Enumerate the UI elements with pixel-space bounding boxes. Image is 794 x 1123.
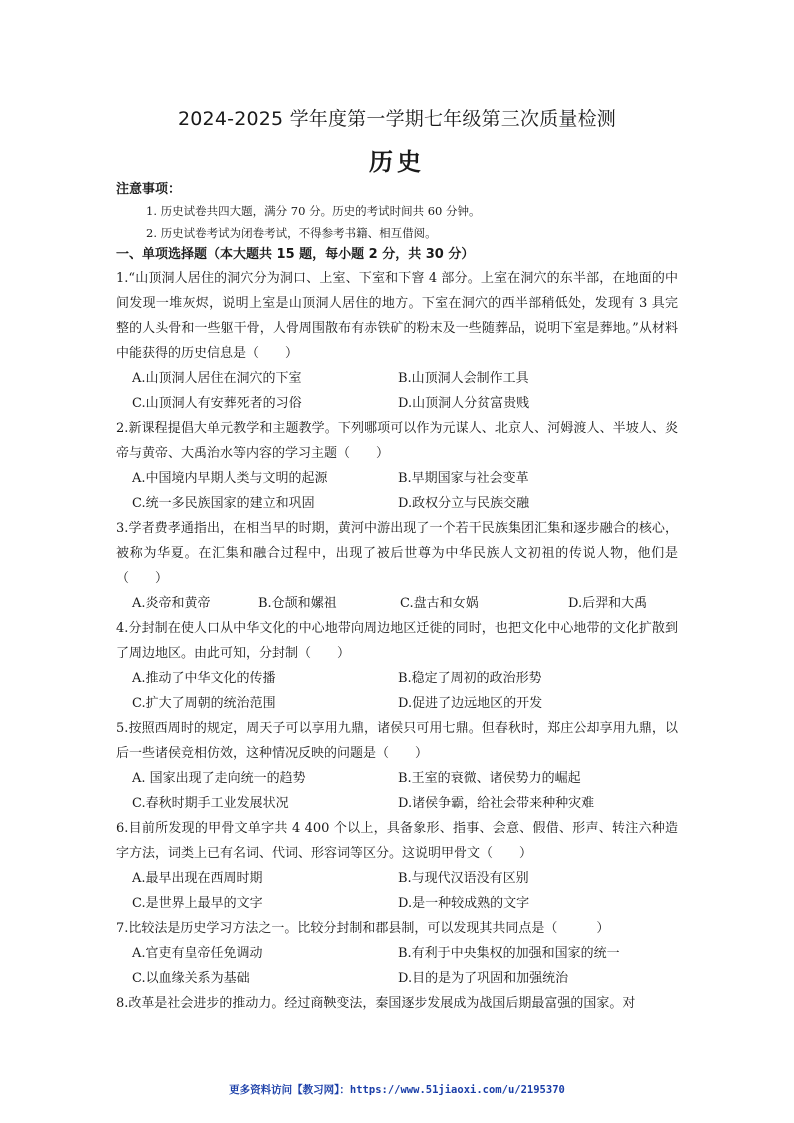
question-8 (116, 991, 678, 1016)
options (116, 591, 678, 616)
option-a: A.山顶洞人居住在洞穴的下室 (132, 371, 302, 386)
question-2 (116, 416, 678, 516)
exam-title: 2024-2025 学年度第一学期七年级第三次质量检测 (177, 108, 616, 130)
question-stem: 1.“山顶洞人居住的洞穴分为洞口、上室、下室和下窨 4 部分。上室在洞穴的东半部，在地面的中间发现一堆灰烬，说明上室是山顶洞人居住的地方。下室在洞穴的西半部稍低处，发现有 3 具完整的人头骨和一些躯干骨，人骨周围散布有赤铁矿的粉末及一些随葬品，说明下室是葬地。”从材料中能获得的历史信息是（ ） (116, 271, 678, 361)
option-c: C.是世界上最早的文字 (132, 896, 263, 911)
option-c: C.盘古和女娲 (400, 596, 479, 611)
exam-content (116, 180, 692, 1016)
question-stem: 5.按照西周时的规定，周天子可以享用九鼎，诸侯只可用七鼎。但春秋时，郑庄公却享用九鼎，以后一些诸侯竞相仿效，这种情况反映的问题是（ ） (116, 721, 678, 761)
option-c: C.以血缘关系为基础 (132, 971, 250, 986)
option-a: A.炎帝和黄帝 (132, 596, 211, 611)
question-stem: 6.目前所发现的甲骨文单字共 4 400 个以上，具备象形、指事、会意、假借、形声、转注六种造字方法，词类上已有名词、代词、形容词等区分。这说明甲骨文（ ） (116, 821, 678, 861)
option-c: C.山顶洞人有安葬死者的习俗 (132, 396, 302, 411)
question-6 (116, 816, 678, 916)
notice-title: 注意事项： (116, 182, 182, 197)
option-b: B.有利于中央集权的加强和国家的统一 (398, 946, 620, 961)
options (116, 941, 678, 991)
option-c: C.扩大了周朝的统治范围 (132, 696, 276, 711)
option-d: D.是一种较成熟的文字 (398, 896, 530, 911)
option-d: D.山顶洞人分贫富贵贱 (398, 396, 530, 411)
notice-item: 1. 历史试卷共四大题，满分 70 分。历史的考试时间共 60 分钟。 (146, 204, 481, 218)
options (116, 666, 678, 716)
option-b: B.早期国家与社会变革 (398, 471, 529, 486)
option-c: C.统一多民族国家的建立和巩固 (132, 496, 315, 511)
notice-item: 2. 历史试卷考试为闭卷考试，不得参考书籍、相互借阅。 (146, 226, 437, 240)
option-a: A.中国境内早期人类与文明的起源 (132, 471, 328, 486)
subject-title: 历史 (369, 148, 425, 176)
question-stem: 3.学者费孝通指出，在相当早的时期，黄河中游出现了一个若干民族集团汇集和逐步融合的核心，被称为华夏。在汇集和融合过程中，出现了被后世尊为中华民族人文初祖的传说人物，他们是 （ ） (116, 521, 692, 586)
option-a: A. 国家出现了走向统一的趋势 (132, 771, 306, 786)
options (116, 766, 678, 816)
option-d: D.后羿和大禹 (568, 596, 648, 611)
question-4 (116, 616, 678, 716)
section-title: 一、单项选择题（本大题共 15 题，每小题 2 分，共 30 分） (116, 247, 475, 262)
options (116, 466, 678, 516)
question-stem: 7.比较法是历史学习方法之一。比较分封制和郡县制，可以发现其共同点是（ ） (116, 921, 610, 936)
option-b: B.稳定了周初的政治形势 (398, 671, 542, 686)
option-b: B.山顶洞人会制作工具 (398, 371, 529, 386)
question-5 (116, 716, 678, 816)
question-stem: 8.改革是社会进步的推动力。经过商鞅变法，秦国逐步发展成为战国后期最富强的国家。对 (116, 996, 636, 1011)
question-stem: 2.新课程提倡大单元教学和主题教学。下列哪项可以作为元谋人、北京人、河姆渡人、半坡人、炎帝与黄帝、大禹治水等内容的学习主题（ ） (116, 421, 678, 461)
option-b: B.仓颉和嫘祖 (258, 596, 337, 611)
question-3 (116, 516, 692, 616)
option-a: A.最早出现在西周时期 (132, 871, 263, 886)
question-stem: 4.分封制在使人口从中华文化的中心地带向周边地区迁徙的同时，也把文化中心地带的文化扩散到了周边地区。由此可知，分封制（ ） (116, 621, 678, 661)
footer-link[interactable]: 更多资料访问【教习网】：https://www.51jiaoxi.com/u/2195370 (229, 1084, 565, 1096)
option-d: D.政权分立与民族交融 (398, 496, 530, 511)
options (116, 866, 678, 916)
option-b: B.与现代汉语没有区别 (398, 871, 529, 886)
option-d: D.目的是为了巩固和加强统治 (398, 971, 569, 986)
option-d: D.促进了边远地区的开发 (398, 696, 543, 711)
option-a: A.推动了中华文化的传播 (132, 671, 276, 686)
options (116, 366, 678, 416)
question-7 (116, 916, 678, 991)
option-c: C.春秋时期手工业发展状况 (132, 796, 289, 811)
option-a: A.官吏有皇帝任免调动 (132, 946, 263, 961)
option-d: D.诸侯争霸，给社会带来种种灾难 (398, 796, 595, 811)
option-b: B.王室的衰微、诸侯势力的崛起 (398, 771, 581, 786)
question-1 (116, 266, 678, 416)
